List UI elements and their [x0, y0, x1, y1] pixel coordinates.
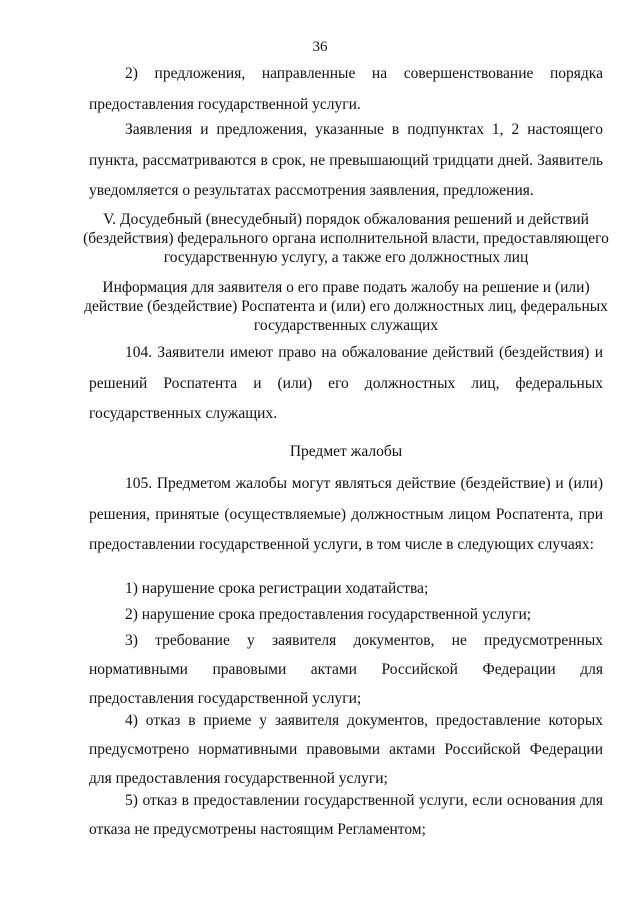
- subsection-title-line: действие (бездействие) Роспатента и (или) его должностных лиц, федеральных: [84, 298, 608, 315]
- subsection-title: [82, 278, 610, 335]
- section-title-line: V. Досудебный (внесудебный) порядок обжалования решений и действий: [103, 211, 589, 228]
- paragraph-105: 105. Предметом жалобы могут являться действие (бездействие) и (или) решения, принятые (осуществляемые) должностным лицом Роспатента, при предоставлении государственной услуги, в том числе в следующих случаях:: [89, 475, 603, 553]
- subsection-title-line: Информация для заявителя о его праве подать жалобу на решение и (или): [102, 279, 590, 296]
- subsection-title-line: государственных служащих: [253, 317, 439, 334]
- list-item-2: 2) нарушение срока предоставления государственной услуги;: [125, 606, 532, 623]
- paragraph-proposals: 2) предложения, направленные на совершенствование порядка предоставления государственной услуги.: [89, 65, 603, 113]
- paragraph-104: 104. Заявители имеют право на обжалование действий (бездействия) и решений Роспатента и (или) его должностных лиц, федеральных государственных служащих.: [89, 344, 603, 422]
- subject-heading: [82, 442, 610, 461]
- section-title: [82, 210, 610, 267]
- list-item-1: 1) нарушение срока регистрации ходатайства;: [125, 580, 429, 597]
- page-number: 36: [312, 39, 328, 55]
- section-title-line: государственную услугу, а также его должностных лиц: [163, 249, 529, 266]
- list-item-5: 5) отказ в предоставлении государственной услуги, если основания для отказа не предусмотрены настоящим Регламентом;: [89, 792, 603, 838]
- subject-heading-text: Предмет жалобы: [289, 443, 403, 460]
- list-item-4: 4) отказ в приеме у заявителя документов, предоставление которых предусмотрено нормативными правовыми актами Российской Федерации для предоставления государственной услуги;: [89, 712, 603, 787]
- paragraph-applications-review: Заявления и предложения, указанные в подпунктах 1, 2 настоящего пункта, рассматриваются в срок, не превышающий тридцати дней. Заявитель уведомляется о результатах рассмотрения заявления, предложения.: [89, 121, 603, 199]
- list-item-3: 3) требование у заявителя документов, не предусмотренных нормативными правовыми актами Российской Федерации для предоставления государственной услуги;: [89, 632, 603, 707]
- section-title-line: (бездействия) федерального органа исполнительной власти, предоставляющего: [83, 230, 609, 247]
